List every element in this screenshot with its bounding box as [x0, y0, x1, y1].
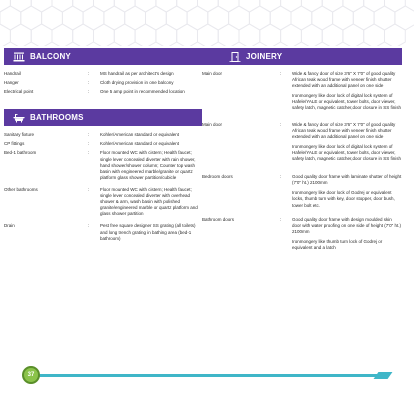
balcony-title: BALCONY — [30, 52, 71, 61]
spec-row — [202, 71, 402, 112]
spec-value — [100, 80, 202, 86]
right-column — [202, 48, 402, 259]
spec-row — [4, 89, 202, 95]
bathtub-icon — [12, 112, 26, 123]
joinery-rows — [202, 71, 402, 251]
spec-value — [100, 132, 202, 138]
page-number: 37 — [27, 372, 35, 378]
spec-value — [100, 141, 202, 147]
spec-key: Bathroom doors — [202, 216, 235, 222]
spec-value — [100, 89, 202, 95]
spec-row — [4, 80, 202, 86]
spec-value — [100, 71, 202, 77]
spec-value-paragraph: Ironmongery like door lock of digital lock system of Hafele/YALE or equivalent, tower bolts, door viewer, safety latch, magnetic catcher,door closure in SS finish — [292, 143, 402, 162]
spec-value-paragraph: Floor mounted WC with cistern; Health faucet; single lever concealed diverter with rain shower, hand shower/shower column; Counter top wash basin with engineered marble/granite or quartz platform glass shower partition/cubicle — [100, 150, 196, 180]
spec-value-paragraph: Kohler/American standard or equivalent — [100, 132, 180, 138]
spec-value-paragraph: Wide & fancy door of size 3'6" X 7'0" of good quality African teak wood frame with veneer finish shutter extended with an additional panel on one side — [292, 71, 396, 89]
spec-value-paragraph: Cloth drying provision in one balcony — [100, 80, 174, 86]
spec-colon: : — [88, 141, 90, 147]
spec-value-paragraph: Pest free square designer SS grating (all toilets) and long trench grating in bathing area (bed-1 bathroom) — [100, 223, 196, 241]
spec-colon: : — [88, 223, 90, 229]
spec-colon: : — [88, 186, 90, 192]
spec-value-paragraph: Ironmongery like thumb turn lock of Godrej or equivalent and a latch — [292, 238, 383, 250]
spec-value — [292, 122, 402, 163]
spec-value-paragraph: Kohler/American standard or equivalent — [100, 141, 180, 147]
spec-key: CP fittings — [4, 141, 25, 147]
door-icon — [228, 51, 242, 62]
spec-value — [100, 187, 202, 217]
spec-row — [4, 141, 202, 147]
spec-value — [292, 174, 402, 208]
spec-row — [4, 132, 202, 138]
spec-key: Other bathrooms — [4, 186, 38, 192]
spec-row — [4, 71, 202, 77]
spec-value-paragraph: Floor mounted WC with cistern; Health faucet; single lever concealed diverter with overhead shower & arm, wash basin with polished granite/engineered marble or quartz platform and glass shower partition — [100, 186, 198, 217]
spec-value — [292, 217, 402, 251]
spec-colon: : — [88, 80, 90, 86]
spec-value-paragraph: Good quality door frame with design moulded skin door with water proofing on one side of height (7'0" ht.) 2100mm — [292, 216, 402, 234]
joinery-section-header — [202, 48, 402, 65]
joinery-title: JOINERY — [246, 52, 283, 61]
spec-value — [292, 71, 402, 112]
spec-colon: : — [280, 121, 282, 127]
spec-key: Bed-1 bathroom — [4, 150, 37, 156]
spec-colon: : — [280, 216, 282, 222]
spec-key: Electrical point — [4, 89, 34, 95]
spec-key: Main door — [202, 121, 223, 127]
spec-row — [202, 174, 402, 208]
spec-colon: : — [88, 132, 90, 138]
spec-value-paragraph: Good quality door frame with laminate shutter of height (7'0" ht.) 2100mm — [292, 174, 402, 186]
spec-colon: : — [88, 150, 90, 156]
spec-row — [4, 187, 202, 217]
footer-line — [36, 374, 384, 377]
balcony-rows — [4, 71, 202, 95]
spec-colon: : — [280, 71, 282, 76]
left-column — [4, 48, 202, 245]
bathrooms-rows — [4, 132, 202, 241]
spec-value — [100, 223, 202, 241]
spec-value — [100, 150, 202, 180]
spec-key: Drain — [4, 223, 15, 229]
spec-row — [202, 217, 402, 251]
spec-key: Bedroom doors — [202, 174, 233, 180]
spec-value-paragraph: One 5 amp point in recommended location — [100, 89, 185, 95]
spec-value-paragraph: MS handrail as per architect's design — [100, 71, 174, 76]
spec-key: Hanger — [4, 80, 19, 86]
spec-colon: : — [88, 71, 90, 76]
spec-value-paragraph: Ironmongery like door lock of Godrej or equivalent locks, thumb turn with key, door stopper, door bush, tower bolt etc. — [292, 190, 395, 208]
spec-row — [4, 223, 202, 241]
spec-row — [202, 122, 402, 163]
balcony-icon — [12, 51, 26, 62]
bathrooms-section-header — [4, 109, 202, 126]
spec-colon: : — [280, 174, 282, 180]
spec-key: Main door — [202, 71, 223, 76]
page-number-badge — [22, 366, 40, 384]
spec-value-paragraph: Ironmongery like door lock of digital lock system of Hafele/YALE or equivalent, tower bolts, door viewer, safety latch, magnetic catcher,door closure in SS finish — [292, 93, 402, 111]
spec-colon: : — [88, 89, 90, 95]
spec-key: Sanitary fixture — [4, 132, 35, 138]
balcony-section-header — [4, 48, 202, 65]
bathrooms-title: BATHROOMS — [30, 113, 84, 123]
spec-key: Handrail — [4, 71, 21, 76]
spec-value-paragraph: Wide & fancy door of size 3'6" X 7'0" of good quality African teak wood frame with veneer finish shutter extended with an additional panel on one side — [292, 121, 396, 139]
spec-row — [4, 150, 202, 180]
